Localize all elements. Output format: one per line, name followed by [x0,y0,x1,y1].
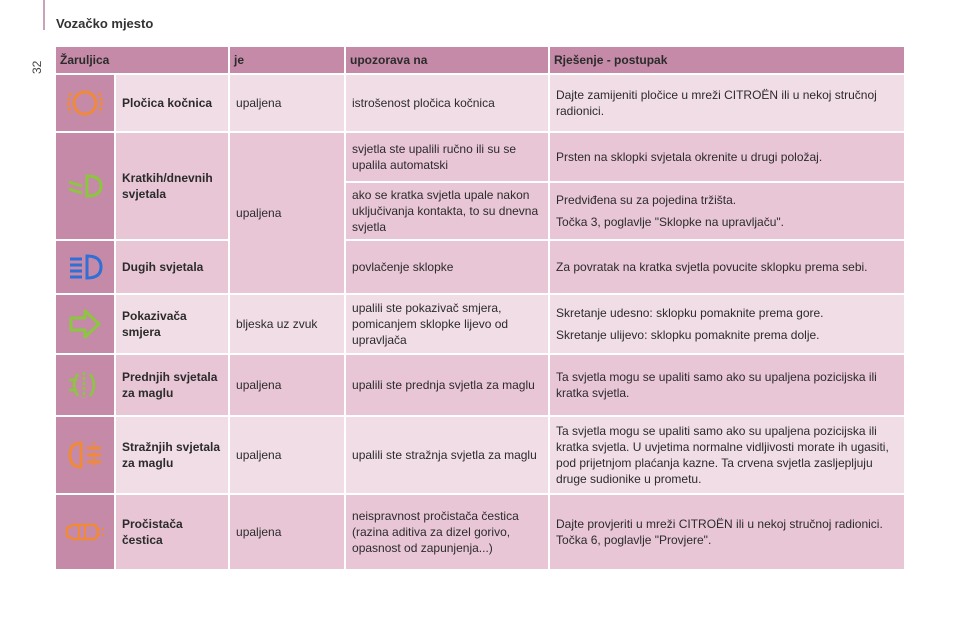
particle-filter-icon [63,515,107,549]
lamp-state: upaljena [230,355,344,415]
lamp-name: Stražnjih svjetala za maglu [116,417,228,493]
lamp-solution: Ta svjetla mogu se upaliti samo ako su upaljena pozicijska ili kratka svjetla. U uvjetima normalne vidljivosti morate ih ugasiti, pod prijetnjom plaćanja kazne. Ta crvena svjetla zasljepljuju druge sudionike u prometu. [550,417,904,493]
page-number: 32 [30,60,44,74]
icon-cell [56,417,114,493]
column-header-warns: upozorava na [346,47,548,73]
icon-cell [56,241,114,293]
lamp-warns: istrošenost pločica kočnica [346,75,548,131]
lamp-solution: Prsten na sklopki svjetala okrenite u drugi položaj. [550,133,904,181]
lamp-warns: upalili ste pokazivač smjera, pomicanjem sklopke lijevo od upravljača [346,295,548,353]
warning-lamps-table [56,45,902,571]
side-accent-bar [43,0,45,30]
icon-cell [56,355,114,415]
lamp-name: Pločica kočnica [116,75,228,131]
lamp-warns: ako se kratka svjetla upale nakon uključivanja kontakta, to su dnevna svjetla [346,183,548,239]
lamp-warns: upalili ste stražnja svjetla za maglu [346,417,548,493]
lamp-name: Prednjih svjetala za maglu [116,355,228,415]
lamp-solution: Ta svjetla mogu se upaliti samo ako su upaljena pozicijska ili kratka svjetla. [550,355,904,415]
lamp-name: Dugih svjetala [116,241,228,293]
solution-line: Skretanje ulijevo: sklopku pomaknite prema dolje. [556,328,820,342]
direction-indicator-icon [65,307,105,341]
lamp-state: bljeska uz zvuk [230,295,344,353]
table-row [56,295,904,353]
table-row [56,355,904,415]
lamp-warns: upalili ste prednja svjetla za maglu [346,355,548,415]
solution-line: Točka 3, poglavlje "Sklopke na upravljaču". [556,215,784,229]
icon-cell [56,295,114,353]
lamp-solution: Dajte zamijeniti pločice u mreži CITROËN ili u nekoj stručnoj radionici. [550,75,904,131]
main-beam-icon [65,252,105,282]
lamp-state: upaljena [230,417,344,493]
lamp-name: Pokazivača smjera [116,295,228,353]
icon-cell [56,75,114,131]
lamp-solution: Za povratak na kratka svjetla povucite sklopku prema sebi. [550,241,904,293]
brake-pad-warning-icon [65,86,105,120]
lamp-state: upaljena [230,495,344,569]
lamp-solution [550,183,904,239]
icon-cell [56,495,114,569]
rear-fog-lamp-icon [65,438,105,472]
icon-cell [56,133,114,239]
lamp-warns: neispravnost pročistača čestica (razina aditiva za dizel gorivo, opasnost od zapunjenja...) [346,495,548,569]
table-row [56,495,904,569]
lamp-warns: svjetla ste upalili ručno ili su se upalila automatski [346,133,548,181]
lamp-warns: povlačenje sklopke [346,241,548,293]
lamp-name: Kratkih/dnevnih svjetala [116,133,228,239]
lamp-name: Pročistača čestica [116,495,228,569]
table-row [56,133,904,181]
lamp-state: upaljena [230,133,344,293]
lamp-state: upaljena [230,75,344,131]
table-row [56,75,904,131]
column-header-solution: Rješenje - postupak [550,47,904,73]
table-row [56,241,904,293]
table-row [56,417,904,493]
column-header-lamp: Žaruljica [56,47,228,73]
column-header-state: je [230,47,344,73]
lamp-solution: Dajte provjeriti u mreži CITROËN ili u nekoj stručnoj radionici. Točka 6, poglavlje "Provjere". [550,495,904,569]
dipped-beam-icon [65,171,105,201]
lamp-solution [550,295,904,353]
solution-line: Skretanje udesno: sklopku pomaknite prema gore. [556,306,824,320]
front-fog-lamp-icon [65,368,105,402]
section-title: Vozačko mjesto [56,16,154,31]
solution-line: Predviđena su za pojedina tržišta. [556,193,737,207]
